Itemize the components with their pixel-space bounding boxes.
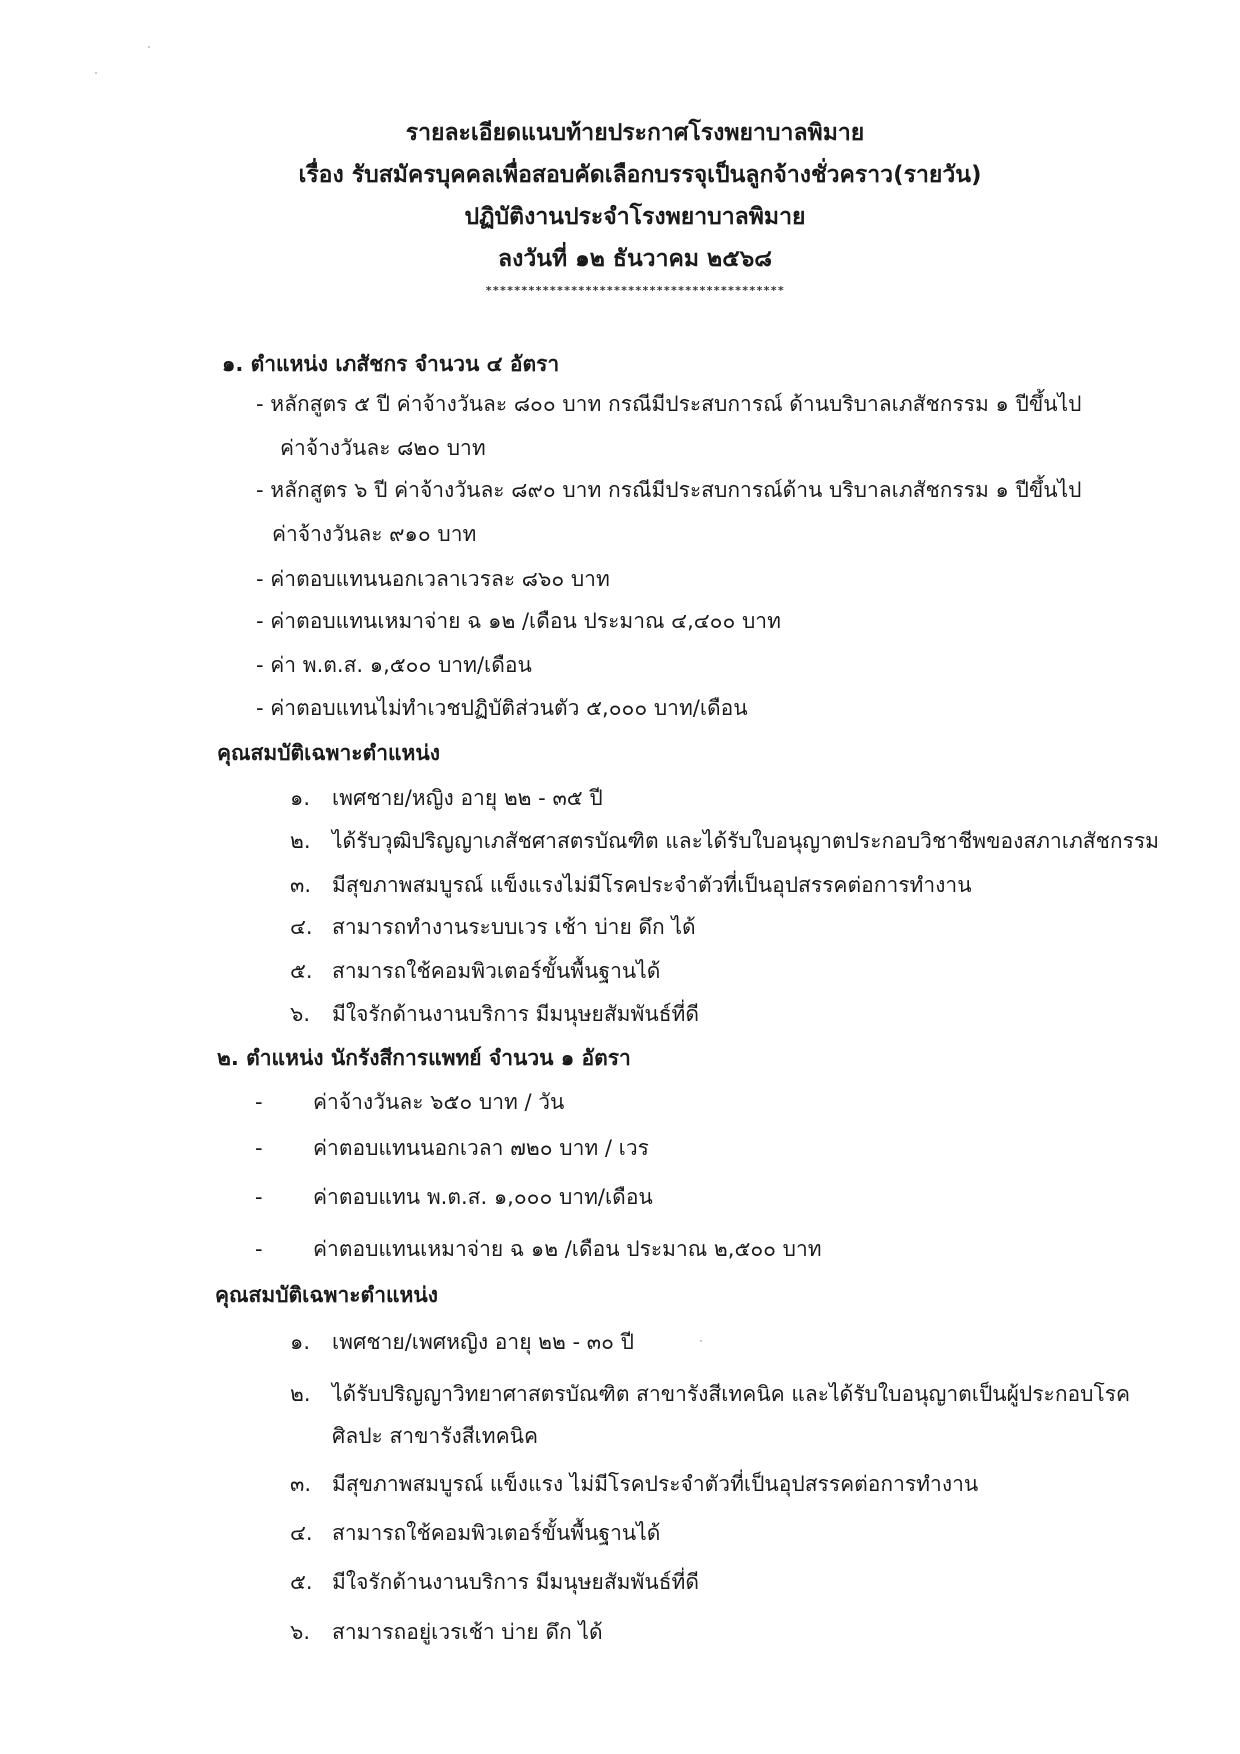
item-text: มีสุขภาพสมบูรณ์ แข็งแรง ไม่มีโรคประจำตัวที่เป็นอุปสรรคต่อการทำงาน	[332, 1472, 979, 1496]
item-text: สามารถใช้คอมพิวเตอร์ขั้นพื้นฐานได้	[332, 1521, 661, 1545]
item-text: มีสุขภาพสมบูรณ์ แข็งแรงไม่มีโรคประจำตัวที่เป็นอุปสรรคต่อการทำงาน	[332, 873, 972, 897]
item-text: เพศชาย/เพศหญิง อายุ ๒๒ - ๓๐ ปี	[332, 1330, 634, 1354]
item-text: มีใจรักด้านงานบริการ มีมนุษยสัมพันธ์ที่ดี	[332, 1002, 699, 1026]
qualifications-heading: คุณสมบัติเฉพาะตำแหน่ง	[215, 1283, 438, 1307]
scan-speck	[95, 72, 97, 74]
qualification-item	[290, 1469, 978, 1499]
qualification-item	[290, 870, 972, 900]
qualification-item	[290, 1421, 538, 1451]
qualification-item	[290, 999, 699, 1029]
benefit-line: - หลักสูตร ๕ ปี ค่าจ้างวันละ ๘๐๐ บาท กรณีมีประสบการณ์ ด้านบริบาลเภสัชกรรม ๑ ปีขึ้นไป	[256, 392, 1082, 416]
qualification-item	[290, 1327, 634, 1357]
bullet-dash: -	[255, 1090, 263, 1114]
position-heading: ๒. ตำแหน่ง นักรังสีการแพทย์ จำนวน ๑ อัตรา	[217, 1046, 631, 1070]
qualification-item	[290, 783, 603, 813]
benefit-line: - หลักสูตร ๖ ปี ค่าจ้างวันละ ๘๙๐ บาท กรณีมีประสบการณ์ด้าน บริบาลเภสัชกรรม ๑ ปีขึ้นไป	[256, 478, 1082, 502]
separator-stars: ******************************************	[485, 284, 785, 297]
benefit-line: ค่าจ้างวันละ ๘๒๐ บาท	[280, 436, 486, 460]
item-text: ได้รับวุฒิปริญญาเภสัชศาสตรบัณฑิต และได้รับใบอนุญาตประกอบวิชาชีพของสภาเภสัชกรรม	[332, 829, 1159, 853]
item-number: ๒.	[290, 829, 311, 853]
item-number: ๔.	[290, 1521, 313, 1545]
benefit-line	[255, 1182, 653, 1212]
item-number: ๔.	[290, 915, 313, 939]
benefit-line: - ค่า พ.ต.ส. ๑,๕๐๐ บาท/เดือน	[256, 653, 532, 677]
document-title: รายละเอียดแนบท้ายประกาศโรงพยาบาลพิมาย	[405, 120, 865, 146]
item-text: มีใจรักด้านงานบริการ มีมนุษยสัมพันธ์ที่ดี	[332, 1570, 699, 1594]
item-number: ๕.	[290, 959, 313, 983]
announcement-header	[0, 112, 1240, 298]
document-subject: เรื่อง รับสมัครบุคคลเพื่อสอบคัดเลือกบรรจุเป็นลูกจ้างชั่วคราว(รายวัน)	[298, 162, 982, 188]
benefit-line	[255, 1087, 564, 1117]
item-number: ๖.	[290, 1002, 311, 1026]
item-number: ๓.	[290, 873, 312, 897]
benefit-text: ค่าตอบแทน พ.ต.ส. ๑,๐๐๐ บาท/เดือน	[313, 1185, 653, 1209]
benefit-text: ค่าตอบแทนนอกเวลา ๗๒๐ บาท / เวร	[313, 1136, 649, 1160]
item-number: ๒.	[290, 1382, 311, 1406]
qualification-item	[290, 912, 696, 942]
item-number: ๖.	[290, 1620, 311, 1644]
scan-speck	[148, 46, 150, 48]
item-text: ศิลปะ สาขารังสีเทคนิค	[332, 1424, 539, 1448]
item-text: สามารถอยู่เวรเช้า บ่าย ดึก ได้	[332, 1620, 603, 1644]
item-number: ๓.	[290, 1472, 312, 1496]
bullet-dash: -	[255, 1136, 263, 1160]
benefit-text: ค่าตอบแทนเหมาจ่าย ฉ ๑๒ /เดือน ประมาณ ๒,๕๐๐ บาท	[313, 1237, 822, 1261]
item-text: ได้รับปริญญาวิทยาศาสตรบัณฑิต สาขารังสีเทคนิค และได้รับใบอนุญาตเป็นผู้ประกอบโรค	[332, 1382, 1131, 1406]
qualification-item	[290, 1518, 660, 1548]
benefit-line: - ค่าตอบแทนเหมาจ่าย ฉ ๑๒ /เดือน ประมาณ ๔,๔๐๐ บาท	[256, 609, 781, 633]
bullet-dash: -	[255, 1237, 263, 1261]
qualification-item	[290, 1567, 699, 1597]
item-text: สามารถใช้คอมพิวเตอร์ขั้นพื้นฐานได้	[332, 959, 661, 983]
qualification-item	[290, 1379, 1130, 1409]
position-heading: ๑. ตำแหน่ง เภสัชกร จำนวน ๔ อัตรา	[222, 352, 560, 376]
benefit-line	[255, 1133, 649, 1163]
qualifications-heading: คุณสมบัติเฉพาะตำแหน่ง	[217, 741, 440, 765]
item-number: ๕.	[290, 1570, 313, 1594]
item-number: ๑.	[290, 786, 311, 810]
bullet-dash: -	[255, 1185, 263, 1209]
benefit-line: ค่าจ้างวันละ ๙๑๐ บาท	[272, 522, 477, 546]
document-date: ลงวันที่ ๑๒ ธันวาคม ๒๕๖๘	[498, 246, 772, 272]
scan-speck	[700, 1340, 702, 1342]
benefit-line	[255, 1234, 822, 1264]
qualification-item	[290, 826, 1159, 856]
qualification-item	[290, 956, 660, 986]
benefit-text: ค่าจ้างวันละ ๖๕๐ บาท / วัน	[313, 1090, 565, 1114]
benefit-line: - ค่าตอบแทนไม่ทำเวชปฏิบัติส่วนตัว ๕,๐๐๐ บาท/เดือน	[256, 696, 748, 720]
benefit-line: - ค่าตอบแทนนอกเวลาเวรละ ๘๖๐ บาท	[256, 567, 610, 591]
item-text: เพศชาย/หญิง อายุ ๒๒ - ๓๕ ปี	[332, 786, 603, 810]
qualification-item	[290, 1617, 603, 1647]
document-workplace: ปฏิบัติงานประจำโรงพยาบาลพิมาย	[464, 204, 806, 230]
item-number: ๑.	[290, 1330, 311, 1354]
item-text: สามารถทำงานระบบเวร เช้า บ่าย ดึก ได้	[332, 915, 696, 939]
